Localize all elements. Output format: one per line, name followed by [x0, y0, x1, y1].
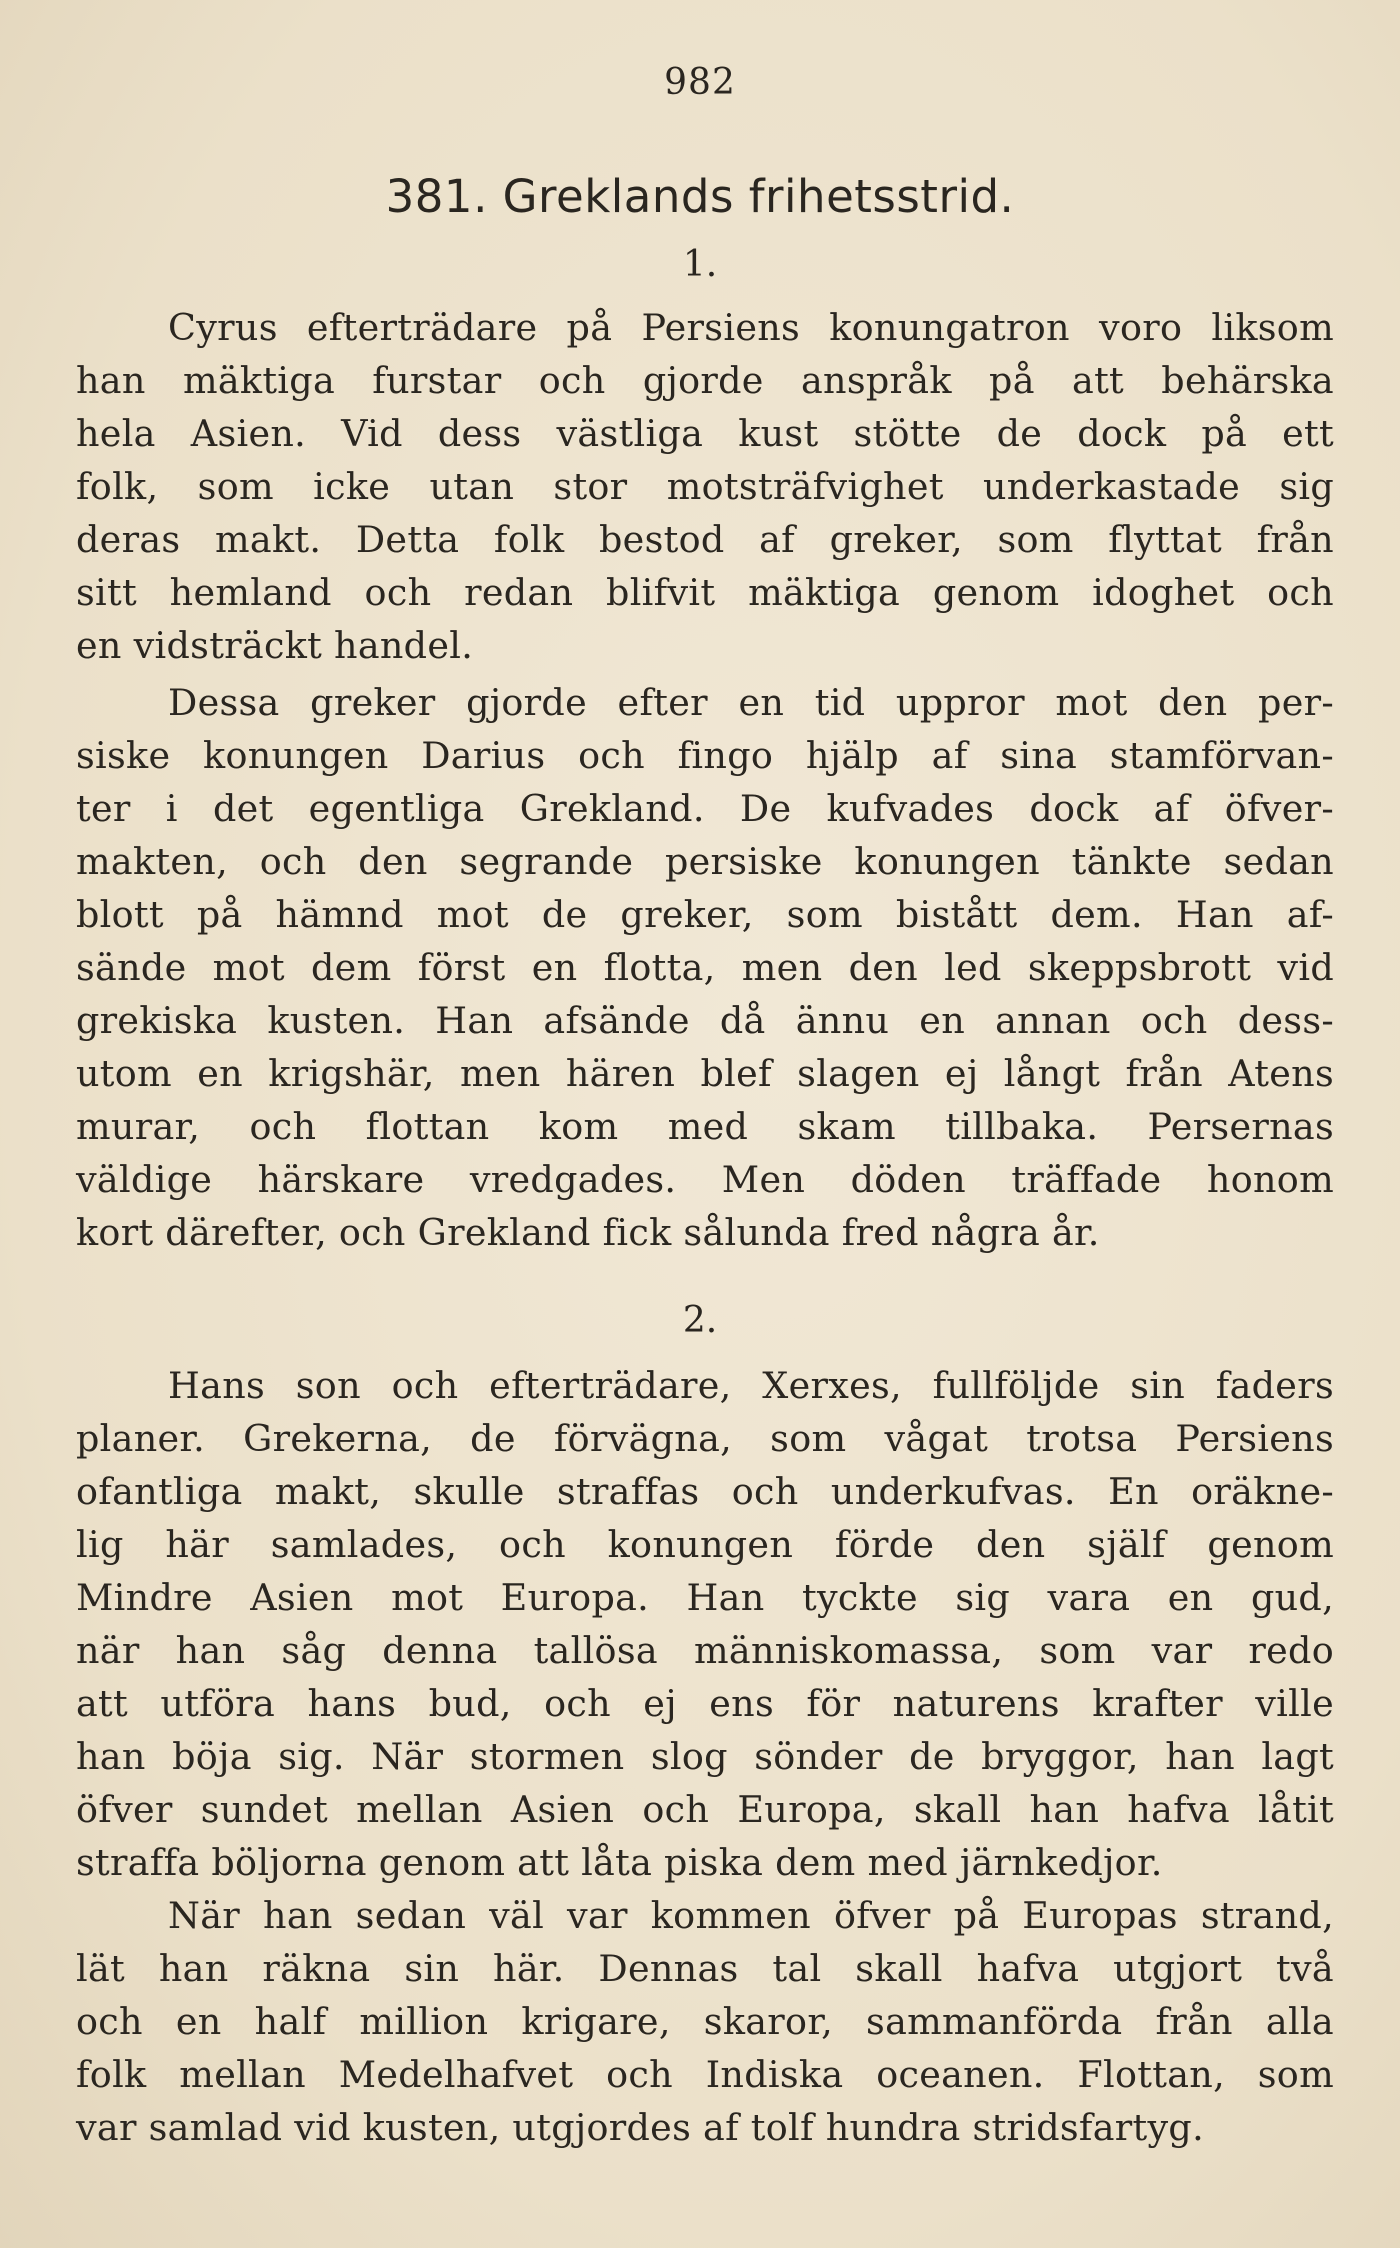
- text-line: När han sedan väl var kommen öfver på Europas strand,: [168, 1894, 1334, 1937]
- text-line: att utföra hans bud, och ej ens för naturens krafter ville: [76, 1682, 1334, 1725]
- text-line: murar, och flottan kom med skam tillbaka. Persernas: [76, 1105, 1334, 1148]
- text-line: straffa böljorna genom att låta piska dem med järnkedjor.: [76, 1841, 1163, 1884]
- text-line: Cyrus efterträdare på Persiens konungatron voro liksom: [168, 306, 1334, 349]
- text-line: lig här samlades, och konungen förde den själf genom: [76, 1523, 1334, 1566]
- text-line: väldige härskare vredgades. Men döden träffade honom: [76, 1158, 1334, 1201]
- text-line: var samlad vid kusten, utgjordes af tolf hundra stridsfartyg.: [76, 2106, 1205, 2149]
- text-line: grekiska kusten. Han afsände då ännu en annan och dess-: [76, 999, 1334, 1042]
- text-line: Dessa greker gjorde efter en tid uppror mot den per-: [168, 681, 1334, 724]
- text-line: kort därefter, och Grekland fick sålunda fred några år.: [76, 1211, 1100, 1254]
- section-number: 1.: [682, 244, 718, 285]
- text-line: ter i det egentliga Grekland. De kufvades dock af öfver-: [76, 787, 1334, 830]
- text-line: Mindre Asien mot Europa. Han tyckte sig vara en gud,: [76, 1576, 1334, 1619]
- page-number: 982: [664, 62, 736, 103]
- text-line: han mäktiga furstar och gjorde anspråk på att behärska: [76, 359, 1334, 402]
- text-line: Hans son och efterträdare, Xerxes, fullföljde sin faders: [168, 1364, 1334, 1407]
- text-line: sitt hemland och redan blifvit mäktiga genom idoghet och: [76, 571, 1334, 614]
- text-line: makten, och den segrande persiske konungen tänkte sedan: [76, 840, 1334, 883]
- text-line: lät han räkna sin här. Dennas tal skall hafva utgjort två: [76, 1947, 1334, 1990]
- chapter-title: 381. Greklands frihetsstrid.: [385, 170, 1015, 223]
- text-line: ofantliga makt, skulle straffas och underkufvas. En oräkne-: [76, 1470, 1334, 1513]
- text-line: utom en krigshär, men hären blef slagen ej långt från Atens: [76, 1052, 1334, 1095]
- text-line: deras makt. Detta folk bestod af greker, som flyttat från: [76, 518, 1334, 561]
- text-line: planer. Grekerna, de förvägna, som vågat trotsa Persiens: [76, 1417, 1334, 1460]
- text-line: när han såg denna tallösa människomassa, som var redo: [76, 1629, 1334, 1672]
- text-line: hela Asien. Vid dess västliga kust stötte de dock på ett: [76, 412, 1334, 455]
- text-line: blott på hämnd mot de greker, som bistått dem. Han af-: [76, 893, 1334, 936]
- text-line: folk, som icke utan stor motsträfvighet underkastade sig: [76, 465, 1334, 508]
- section-number: 2.: [682, 1300, 718, 1341]
- text-line: sände mot dem först en flotta, men den led skeppsbrott vid: [76, 946, 1334, 989]
- text-line: folk mellan Medelhafvet och Indiska oceanen. Flottan, som: [76, 2053, 1334, 2096]
- text-line: han böja sig. När stormen slog sönder de bryggor, han lagt: [76, 1735, 1334, 1778]
- text-line: och en half million krigare, skaror, sammanförda från alla: [76, 2000, 1334, 2043]
- text-line: öfver sundet mellan Asien och Europa, skall han hafva låtit: [76, 1788, 1334, 1831]
- text-line: siske konungen Darius och fingo hjälp af sina stamförvan-: [76, 734, 1334, 777]
- text-line: en vidsträckt handel.: [76, 624, 474, 667]
